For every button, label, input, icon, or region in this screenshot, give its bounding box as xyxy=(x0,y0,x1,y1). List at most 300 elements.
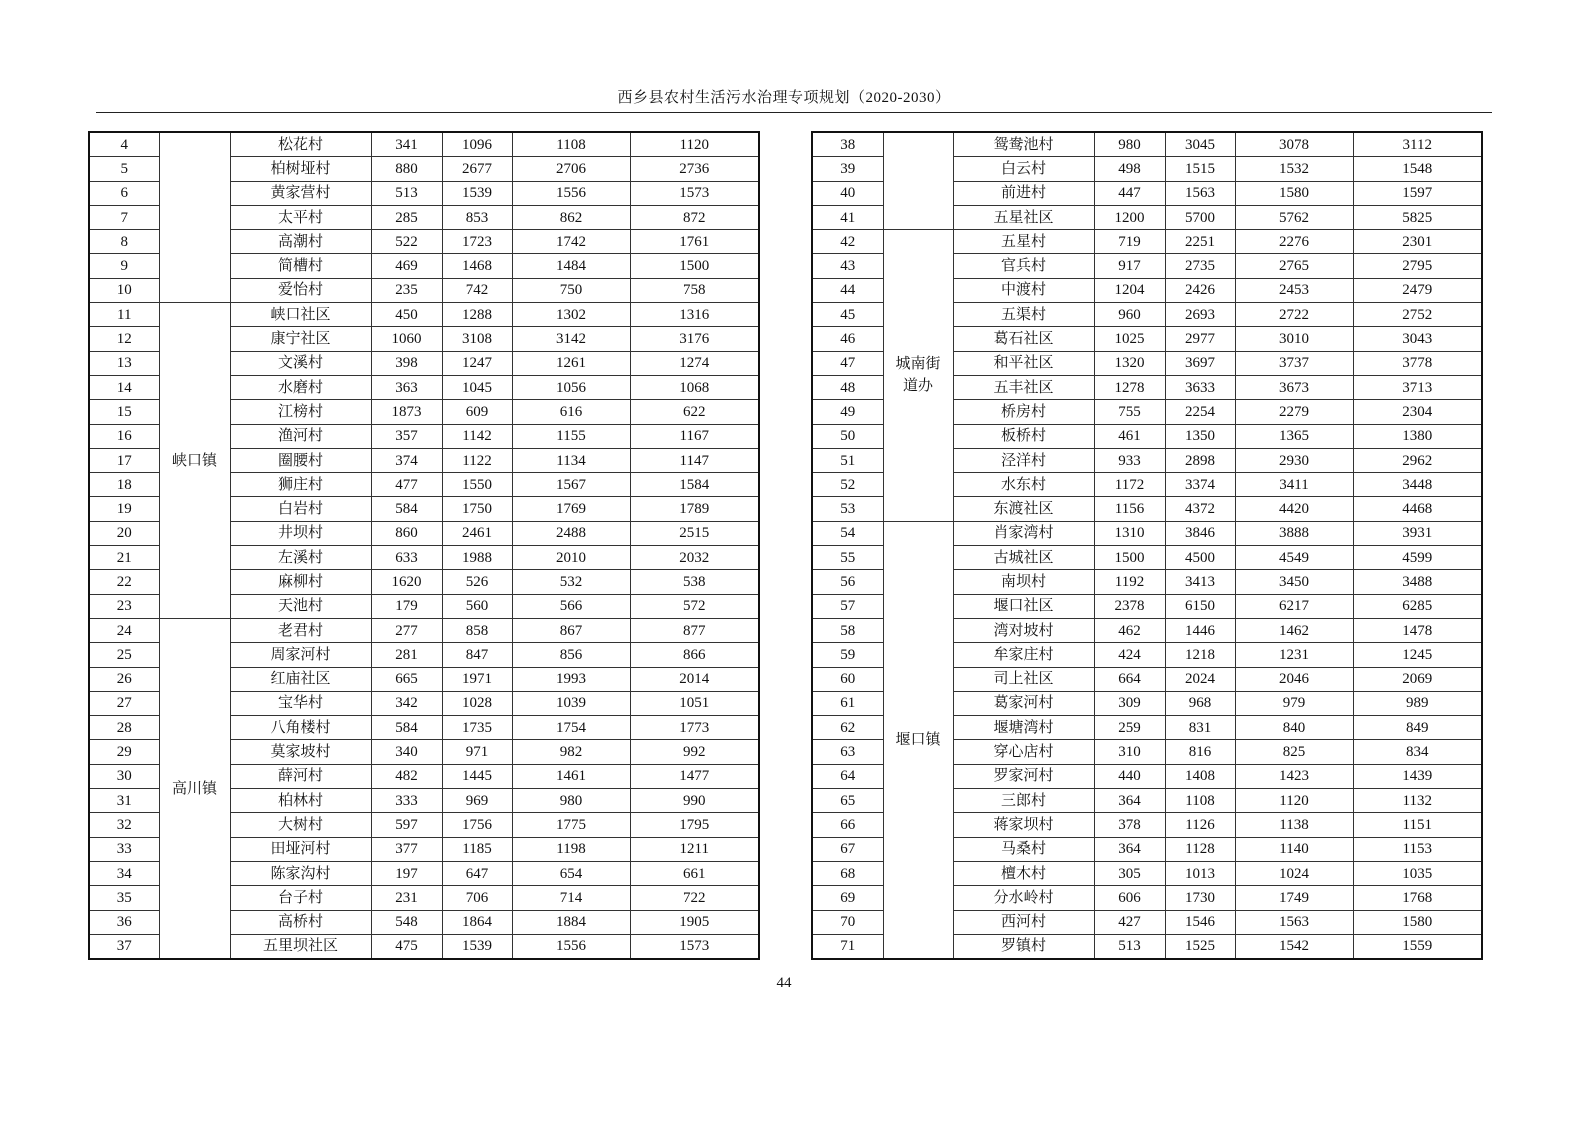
population-2025-cell: 1769 xyxy=(512,497,630,521)
population-2025-cell: 3737 xyxy=(1235,351,1353,375)
population-current-cell: 1546 xyxy=(1165,910,1235,934)
header-divider xyxy=(96,112,1492,113)
town-cell: 堰口镇 xyxy=(883,521,953,959)
population-2030-cell: 2304 xyxy=(1353,400,1482,424)
table-row xyxy=(812,132,1482,157)
village-name-cell: 峡口社区 xyxy=(230,303,371,327)
households-cell: 2378 xyxy=(1094,594,1165,618)
population-2025-cell: 1742 xyxy=(512,230,630,254)
village-name-cell: 太平村 xyxy=(230,205,371,229)
table-row xyxy=(812,230,1482,254)
population-2030-cell: 1584 xyxy=(630,473,759,497)
row-index-cell: 13 xyxy=(89,351,159,375)
population-2030-cell: 1548 xyxy=(1353,157,1482,181)
population-current-cell: 1247 xyxy=(442,351,512,375)
population-2030-cell: 2479 xyxy=(1353,278,1482,302)
households-cell: 584 xyxy=(371,716,442,740)
population-current-cell: 2426 xyxy=(1165,278,1235,302)
population-current-cell: 1288 xyxy=(442,303,512,327)
village-name-cell: 左溪村 xyxy=(230,546,371,570)
population-2030-cell: 1573 xyxy=(630,181,759,205)
village-name-cell: 官兵村 xyxy=(953,254,1094,278)
row-index-cell: 66 xyxy=(812,813,883,837)
row-index-cell: 59 xyxy=(812,643,883,667)
households-cell: 310 xyxy=(1094,740,1165,764)
village-name-cell: 天池村 xyxy=(230,594,371,618)
village-name-cell: 周家河村 xyxy=(230,643,371,667)
village-name-cell: 薛河村 xyxy=(230,764,371,788)
village-name-cell: 五渠村 xyxy=(953,303,1094,327)
households-cell: 305 xyxy=(1094,861,1165,885)
row-index-cell: 71 xyxy=(812,934,883,959)
population-current-cell: 4372 xyxy=(1165,497,1235,521)
population-current-cell: 1446 xyxy=(1165,618,1235,642)
population-2030-cell: 877 xyxy=(630,618,759,642)
population-2025-cell: 532 xyxy=(512,570,630,594)
population-2030-cell: 6285 xyxy=(1353,594,1482,618)
population-current-cell: 1028 xyxy=(442,691,512,715)
population-2030-cell: 1573 xyxy=(630,934,759,959)
row-index-cell: 56 xyxy=(812,570,883,594)
population-current-cell: 2251 xyxy=(1165,230,1235,254)
population-2025-cell: 1775 xyxy=(512,813,630,837)
row-index-cell: 33 xyxy=(89,837,159,861)
village-name-cell: 西河村 xyxy=(953,910,1094,934)
village-name-cell: 松花村 xyxy=(230,132,371,157)
village-name-cell: 罗家河村 xyxy=(953,764,1094,788)
village-name-cell: 高桥村 xyxy=(230,910,371,934)
households-cell: 341 xyxy=(371,132,442,157)
population-current-cell: 609 xyxy=(442,400,512,424)
population-2030-cell: 3778 xyxy=(1353,351,1482,375)
row-index-cell: 19 xyxy=(89,497,159,521)
village-name-cell: 简槽村 xyxy=(230,254,371,278)
population-current-cell: 1045 xyxy=(442,375,512,399)
population-2025-cell: 2279 xyxy=(1235,400,1353,424)
households-cell: 597 xyxy=(371,813,442,837)
population-2030-cell: 1245 xyxy=(1353,643,1482,667)
village-name-cell: 宝华村 xyxy=(230,691,371,715)
row-index-cell: 10 xyxy=(89,278,159,302)
document-header-title: 西乡县农村生活污水治理专项规划（2020-2030） xyxy=(617,90,951,106)
population-2025-cell: 1231 xyxy=(1235,643,1353,667)
row-index-cell: 70 xyxy=(812,910,883,934)
population-current-cell: 3108 xyxy=(442,327,512,351)
population-current-cell: 1730 xyxy=(1165,886,1235,910)
population-2025-cell: 982 xyxy=(512,740,630,764)
population-2025-cell: 1108 xyxy=(512,132,630,157)
population-2030-cell: 3043 xyxy=(1353,327,1482,351)
population-current-cell: 3697 xyxy=(1165,351,1235,375)
village-name-cell: 狮庄村 xyxy=(230,473,371,497)
population-current-cell: 831 xyxy=(1165,716,1235,740)
row-index-cell: 28 xyxy=(89,716,159,740)
row-index-cell: 17 xyxy=(89,448,159,472)
village-name-cell: 堰塘湾村 xyxy=(953,716,1094,740)
population-2025-cell: 1198 xyxy=(512,837,630,861)
village-name-cell: 水磨村 xyxy=(230,375,371,399)
population-2030-cell: 2515 xyxy=(630,521,759,545)
row-index-cell: 12 xyxy=(89,327,159,351)
population-2025-cell: 856 xyxy=(512,643,630,667)
row-index-cell: 65 xyxy=(812,789,883,813)
table-row xyxy=(89,618,759,642)
population-2025-cell: 1754 xyxy=(512,716,630,740)
population-2030-cell: 2736 xyxy=(630,157,759,181)
households-cell: 357 xyxy=(371,424,442,448)
households-cell: 364 xyxy=(1094,789,1165,813)
village-name-cell: 井坝村 xyxy=(230,521,371,545)
population-current-cell: 1515 xyxy=(1165,157,1235,181)
households-cell: 880 xyxy=(371,157,442,181)
town-cell xyxy=(883,132,953,230)
population-2025-cell: 979 xyxy=(1235,691,1353,715)
households-cell: 179 xyxy=(371,594,442,618)
population-2025-cell: 3673 xyxy=(1235,375,1353,399)
population-2030-cell: 1211 xyxy=(630,837,759,861)
village-name-cell: 麻柳村 xyxy=(230,570,371,594)
households-cell: 363 xyxy=(371,375,442,399)
population-2025-cell: 1039 xyxy=(512,691,630,715)
households-cell: 917 xyxy=(1094,254,1165,278)
population-2030-cell: 3112 xyxy=(1353,132,1482,157)
households-cell: 482 xyxy=(371,764,442,788)
population-2030-cell: 3488 xyxy=(1353,570,1482,594)
households-cell: 513 xyxy=(371,181,442,205)
village-name-cell: 莫家坡村 xyxy=(230,740,371,764)
population-2030-cell: 3448 xyxy=(1353,473,1482,497)
row-index-cell: 52 xyxy=(812,473,883,497)
households-cell: 197 xyxy=(371,861,442,885)
population-2030-cell: 4468 xyxy=(1353,497,1482,521)
population-current-cell: 6150 xyxy=(1165,594,1235,618)
households-cell: 469 xyxy=(371,254,442,278)
table-row xyxy=(89,303,759,327)
population-2025-cell: 980 xyxy=(512,789,630,813)
population-2030-cell: 872 xyxy=(630,205,759,229)
households-cell: 477 xyxy=(371,473,442,497)
row-index-cell: 47 xyxy=(812,351,883,375)
population-current-cell: 1539 xyxy=(442,934,512,959)
households-cell: 333 xyxy=(371,789,442,813)
population-current-cell: 3413 xyxy=(1165,570,1235,594)
population-2025-cell: 1462 xyxy=(1235,618,1353,642)
population-current-cell: 971 xyxy=(442,740,512,764)
households-cell: 340 xyxy=(371,740,442,764)
population-current-cell: 1550 xyxy=(442,473,512,497)
village-name-cell: 康宁社区 xyxy=(230,327,371,351)
row-index-cell: 49 xyxy=(812,400,883,424)
population-2025-cell: 5762 xyxy=(1235,205,1353,229)
population-2025-cell: 1993 xyxy=(512,667,630,691)
population-2030-cell: 1478 xyxy=(1353,618,1482,642)
population-current-cell: 526 xyxy=(442,570,512,594)
population-current-cell: 560 xyxy=(442,594,512,618)
population-current-cell: 3374 xyxy=(1165,473,1235,497)
population-current-cell: 1128 xyxy=(1165,837,1235,861)
population-2025-cell: 654 xyxy=(512,861,630,885)
village-name-cell: 五里坝社区 xyxy=(230,934,371,959)
row-index-cell: 11 xyxy=(89,303,159,327)
households-cell: 960 xyxy=(1094,303,1165,327)
population-2025-cell: 1749 xyxy=(1235,886,1353,910)
population-current-cell: 1468 xyxy=(442,254,512,278)
table-row xyxy=(812,521,1482,545)
population-current-cell: 2461 xyxy=(442,521,512,545)
town-cell: 高川镇 xyxy=(159,618,230,959)
population-current-cell: 1408 xyxy=(1165,764,1235,788)
population-2030-cell: 3176 xyxy=(630,327,759,351)
population-2030-cell: 866 xyxy=(630,643,759,667)
households-cell: 309 xyxy=(1094,691,1165,715)
population-2025-cell: 1461 xyxy=(512,764,630,788)
row-index-cell: 36 xyxy=(89,910,159,934)
households-cell: 548 xyxy=(371,910,442,934)
town-cell xyxy=(159,132,230,303)
population-current-cell: 1350 xyxy=(1165,424,1235,448)
population-current-cell: 5700 xyxy=(1165,205,1235,229)
row-index-cell: 30 xyxy=(89,764,159,788)
households-cell: 1060 xyxy=(371,327,442,351)
population-2030-cell: 1167 xyxy=(630,424,759,448)
population-current-cell: 706 xyxy=(442,886,512,910)
households-cell: 285 xyxy=(371,205,442,229)
population-current-cell: 1445 xyxy=(442,764,512,788)
population-2030-cell: 2014 xyxy=(630,667,759,691)
population-current-cell: 1013 xyxy=(1165,861,1235,885)
row-index-cell: 48 xyxy=(812,375,883,399)
village-table-left xyxy=(88,131,760,960)
village-name-cell: 堰口社区 xyxy=(953,594,1094,618)
population-2030-cell: 2962 xyxy=(1353,448,1482,472)
population-2025-cell: 1484 xyxy=(512,254,630,278)
population-2025-cell: 1563 xyxy=(1235,910,1353,934)
households-cell: 1278 xyxy=(1094,375,1165,399)
population-2025-cell: 4420 xyxy=(1235,497,1353,521)
village-name-cell: 东渡社区 xyxy=(953,497,1094,521)
households-cell: 1025 xyxy=(1094,327,1165,351)
households-cell: 933 xyxy=(1094,448,1165,472)
population-2025-cell: 1365 xyxy=(1235,424,1353,448)
population-2030-cell: 622 xyxy=(630,400,759,424)
row-index-cell: 44 xyxy=(812,278,883,302)
population-2025-cell: 3010 xyxy=(1235,327,1353,351)
population-2030-cell: 990 xyxy=(630,789,759,813)
village-name-cell: 穿心店村 xyxy=(953,740,1094,764)
population-current-cell: 1539 xyxy=(442,181,512,205)
population-2030-cell: 1120 xyxy=(630,132,759,157)
row-index-cell: 35 xyxy=(89,886,159,910)
households-cell: 719 xyxy=(1094,230,1165,254)
households-cell: 1873 xyxy=(371,400,442,424)
village-name-cell: 中渡村 xyxy=(953,278,1094,302)
row-index-cell: 43 xyxy=(812,254,883,278)
row-index-cell: 25 xyxy=(89,643,159,667)
population-2025-cell: 1423 xyxy=(1235,764,1353,788)
households-cell: 461 xyxy=(1094,424,1165,448)
population-2030-cell: 1773 xyxy=(630,716,759,740)
row-index-cell: 53 xyxy=(812,497,883,521)
households-cell: 231 xyxy=(371,886,442,910)
population-2030-cell: 758 xyxy=(630,278,759,302)
village-name-cell: 红庙社区 xyxy=(230,667,371,691)
population-2030-cell: 834 xyxy=(1353,740,1482,764)
population-2025-cell: 750 xyxy=(512,278,630,302)
population-2030-cell: 5825 xyxy=(1353,205,1482,229)
village-name-cell: 八角楼村 xyxy=(230,716,371,740)
row-index-cell: 16 xyxy=(89,424,159,448)
population-2025-cell: 2488 xyxy=(512,521,630,545)
population-2025-cell: 1532 xyxy=(1235,157,1353,181)
population-2025-cell: 862 xyxy=(512,205,630,229)
population-2030-cell: 2032 xyxy=(630,546,759,570)
population-2025-cell: 1140 xyxy=(1235,837,1353,861)
population-2025-cell: 3142 xyxy=(512,327,630,351)
population-2025-cell: 1134 xyxy=(512,448,630,472)
population-current-cell: 1756 xyxy=(442,813,512,837)
population-2025-cell: 1155 xyxy=(512,424,630,448)
population-2025-cell: 1884 xyxy=(512,910,630,934)
population-current-cell: 1735 xyxy=(442,716,512,740)
households-cell: 584 xyxy=(371,497,442,521)
row-index-cell: 32 xyxy=(89,813,159,837)
row-index-cell: 39 xyxy=(812,157,883,181)
population-2025-cell: 2765 xyxy=(1235,254,1353,278)
population-2030-cell: 1768 xyxy=(1353,886,1482,910)
row-index-cell: 20 xyxy=(89,521,159,545)
population-2030-cell: 1905 xyxy=(630,910,759,934)
village-name-cell: 白云村 xyxy=(953,157,1094,181)
population-2025-cell: 840 xyxy=(1235,716,1353,740)
row-index-cell: 68 xyxy=(812,861,883,885)
households-cell: 633 xyxy=(371,546,442,570)
row-index-cell: 62 xyxy=(812,716,883,740)
village-name-cell: 圈腰村 xyxy=(230,448,371,472)
population-2030-cell: 2752 xyxy=(1353,303,1482,327)
population-2030-cell: 1500 xyxy=(630,254,759,278)
population-2025-cell: 2010 xyxy=(512,546,630,570)
households-cell: 364 xyxy=(1094,837,1165,861)
row-index-cell: 69 xyxy=(812,886,883,910)
households-cell: 664 xyxy=(1094,667,1165,691)
row-index-cell: 6 xyxy=(89,181,159,205)
households-cell: 1200 xyxy=(1094,205,1165,229)
population-current-cell: 1563 xyxy=(1165,181,1235,205)
town-cell: 城南街道办 xyxy=(883,230,953,522)
population-2030-cell: 1051 xyxy=(630,691,759,715)
population-current-cell: 2024 xyxy=(1165,667,1235,691)
population-2025-cell: 1261 xyxy=(512,351,630,375)
village-name-cell: 五丰社区 xyxy=(953,375,1094,399)
population-current-cell: 2677 xyxy=(442,157,512,181)
population-current-cell: 1723 xyxy=(442,230,512,254)
households-cell: 378 xyxy=(1094,813,1165,837)
population-current-cell: 1096 xyxy=(442,132,512,157)
row-index-cell: 8 xyxy=(89,230,159,254)
population-2025-cell: 3450 xyxy=(1235,570,1353,594)
population-current-cell: 1122 xyxy=(442,448,512,472)
village-name-cell: 司上社区 xyxy=(953,667,1094,691)
population-current-cell: 1142 xyxy=(442,424,512,448)
households-cell: 755 xyxy=(1094,400,1165,424)
population-2025-cell: 2930 xyxy=(1235,448,1353,472)
population-2030-cell: 1477 xyxy=(630,764,759,788)
population-2025-cell: 1120 xyxy=(1235,789,1353,813)
village-name-cell: 水东村 xyxy=(953,473,1094,497)
population-2030-cell: 1147 xyxy=(630,448,759,472)
households-cell: 235 xyxy=(371,278,442,302)
population-2025-cell: 566 xyxy=(512,594,630,618)
row-index-cell: 41 xyxy=(812,205,883,229)
population-2025-cell: 1542 xyxy=(1235,934,1353,959)
households-cell: 1310 xyxy=(1094,521,1165,545)
households-cell: 259 xyxy=(1094,716,1165,740)
population-2025-cell: 2706 xyxy=(512,157,630,181)
population-current-cell: 3633 xyxy=(1165,375,1235,399)
village-name-cell: 三郎村 xyxy=(953,789,1094,813)
population-current-cell: 742 xyxy=(442,278,512,302)
village-name-cell: 五星村 xyxy=(953,230,1094,254)
row-index-cell: 22 xyxy=(89,570,159,594)
population-current-cell: 1218 xyxy=(1165,643,1235,667)
population-current-cell: 969 xyxy=(442,789,512,813)
row-index-cell: 4 xyxy=(89,132,159,157)
row-index-cell: 5 xyxy=(89,157,159,181)
households-cell: 1500 xyxy=(1094,546,1165,570)
village-name-cell: 陈家沟村 xyxy=(230,861,371,885)
row-index-cell: 50 xyxy=(812,424,883,448)
village-name-cell: 桥房村 xyxy=(953,400,1094,424)
households-cell: 475 xyxy=(371,934,442,959)
population-current-cell: 1525 xyxy=(1165,934,1235,959)
population-2030-cell: 4599 xyxy=(1353,546,1482,570)
population-current-cell: 847 xyxy=(442,643,512,667)
town-cell: 峡口镇 xyxy=(159,303,230,619)
row-index-cell: 61 xyxy=(812,691,883,715)
row-index-cell: 14 xyxy=(89,375,159,399)
row-index-cell: 9 xyxy=(89,254,159,278)
population-2030-cell: 1151 xyxy=(1353,813,1482,837)
population-2030-cell: 2069 xyxy=(1353,667,1482,691)
row-index-cell: 58 xyxy=(812,618,883,642)
row-index-cell: 29 xyxy=(89,740,159,764)
village-name-cell: 江榜村 xyxy=(230,400,371,424)
village-name-cell: 南坝村 xyxy=(953,570,1094,594)
village-name-cell: 文溪村 xyxy=(230,351,371,375)
households-cell: 398 xyxy=(371,351,442,375)
population-2025-cell: 1302 xyxy=(512,303,630,327)
table-row xyxy=(89,132,759,157)
row-index-cell: 24 xyxy=(89,618,159,642)
population-2025-cell: 1556 xyxy=(512,181,630,205)
population-current-cell: 2693 xyxy=(1165,303,1235,327)
population-2025-cell: 825 xyxy=(1235,740,1353,764)
population-2025-cell: 3888 xyxy=(1235,521,1353,545)
village-name-cell: 老君村 xyxy=(230,618,371,642)
population-2025-cell: 1567 xyxy=(512,473,630,497)
village-name-cell: 高潮村 xyxy=(230,230,371,254)
households-cell: 522 xyxy=(371,230,442,254)
population-current-cell: 1988 xyxy=(442,546,512,570)
population-2030-cell: 989 xyxy=(1353,691,1482,715)
village-name-cell: 板桥村 xyxy=(953,424,1094,448)
households-cell: 1156 xyxy=(1094,497,1165,521)
population-2030-cell: 1035 xyxy=(1353,861,1482,885)
population-2025-cell: 2276 xyxy=(1235,230,1353,254)
population-current-cell: 1864 xyxy=(442,910,512,934)
households-cell: 1192 xyxy=(1094,570,1165,594)
population-2030-cell: 1132 xyxy=(1353,789,1482,813)
